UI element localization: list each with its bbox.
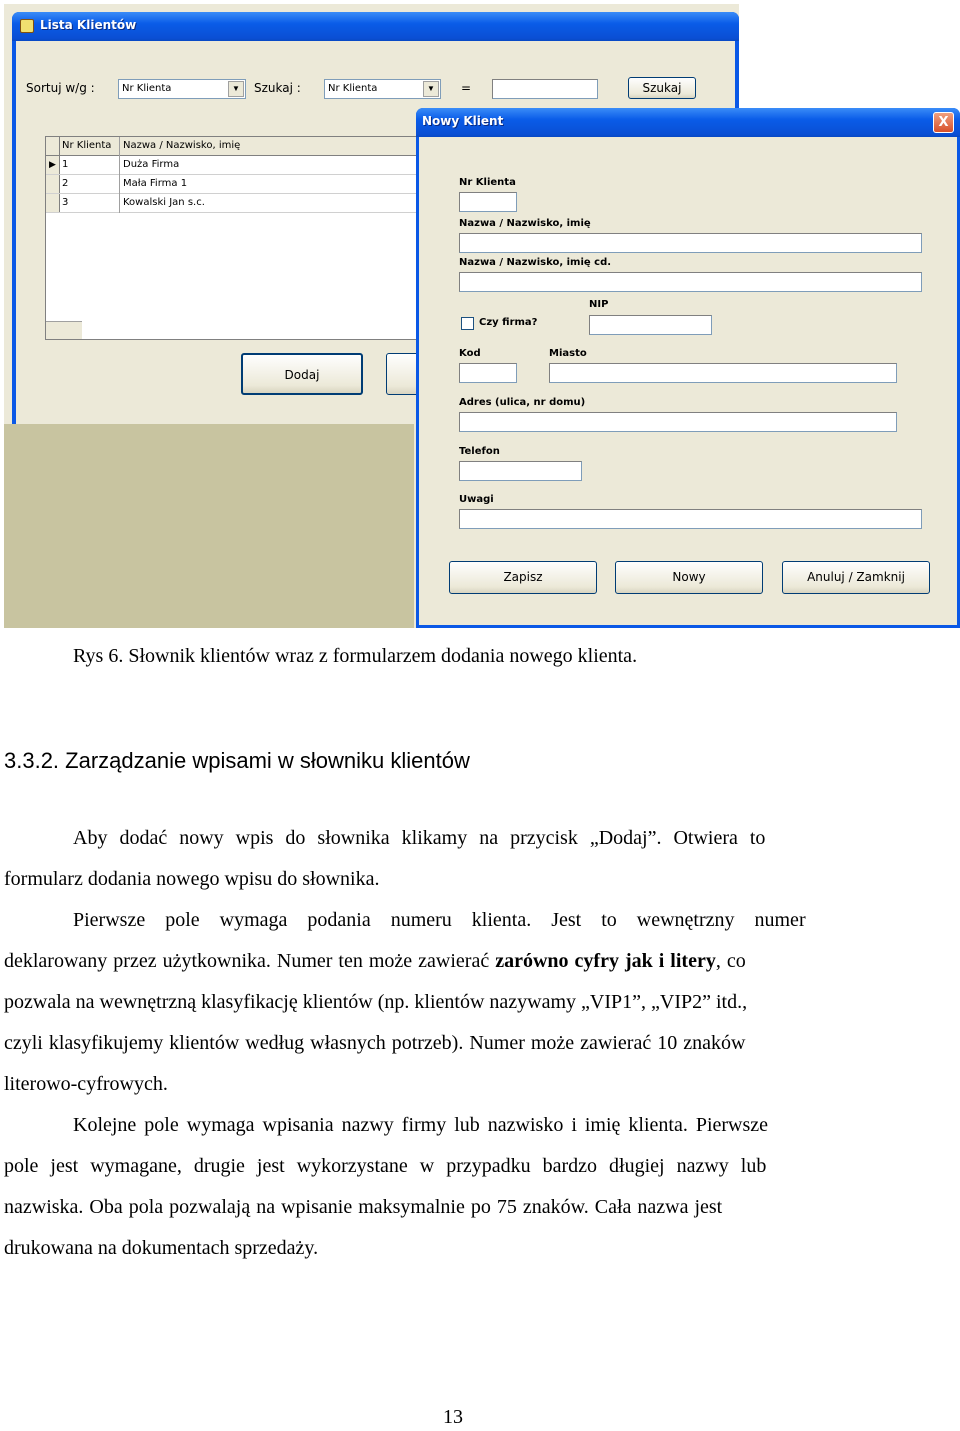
section-heading: 3.3.2. Zarządzanie wpisami w słowniku klientów <box>4 748 470 773</box>
anuluj-zamknij-button[interactable]: Anuluj / Zamknij <box>782 561 930 594</box>
paragraph-line: Kolejne pole wymaga wpisania nazwy firmy lub nazwisko i imię klienta. Pierwsze <box>73 1114 769 1136</box>
paragraph-line: pole jest wymagane, drugie jest wykorzystane w przypadku bardzo długiej nazwy lub <box>4 1155 767 1177</box>
cell-nr: 1 <box>62 159 69 170</box>
paragraph-line: literowo-cyfrowych. <box>4 1073 168 1095</box>
uwagi-input[interactable] <box>459 509 922 529</box>
grid-scrollbar[interactable] <box>46 321 82 339</box>
label-nr-klienta: Nr Klienta <box>459 177 516 188</box>
paragraph-line <box>4 941 904 982</box>
adres-input[interactable] <box>459 412 897 432</box>
nazwa-input[interactable] <box>459 233 922 253</box>
clients-grid <box>45 136 465 340</box>
sort-combobox-value: Nr Klienta <box>122 83 172 94</box>
page-number: 13 <box>443 1406 463 1428</box>
cell-nazwa: Kowalski Jan s.c. <box>123 197 205 208</box>
kod-input[interactable] <box>459 363 517 383</box>
paragraph-line: czyli klasyfikujemy klientów według własnych potrzeb). Numer może zawierać 10 znaków <box>4 1032 746 1054</box>
search-input[interactable] <box>492 79 598 99</box>
paragraph-1 <box>4 818 904 900</box>
screenshot-figure <box>4 4 960 628</box>
search-field-value: Nr Klienta <box>328 83 378 94</box>
label-telefon: Telefon <box>459 446 500 457</box>
table-row[interactable] <box>46 175 464 194</box>
cell-nazwa: Mała Firma 1 <box>123 178 188 189</box>
cell-nr: 3 <box>62 197 69 208</box>
telefon-input[interactable] <box>459 461 582 481</box>
chevron-down-icon[interactable]: ▼ <box>423 81 439 97</box>
paragraph-line: pozwala na wewnętrzną klasyfikację klientów (np. klientów nazywamy „VIP1”, „VIP2” itd., <box>4 991 748 1013</box>
grid-header-row <box>46 137 464 156</box>
search-button[interactable]: Szukaj <box>628 77 696 99</box>
nr-klienta-input[interactable] <box>459 192 517 212</box>
paragraph-line: Aby dodać nowy wpis do słownika klikamy na przycisk „Dodaj”. Otwiera to <box>73 827 766 849</box>
label-adres: Adres (ulica, nr domu) <box>459 397 586 408</box>
paragraph-3 <box>4 1105 904 1269</box>
label-nazwa-cd: Nazwa / Nazwisko, imię cd. <box>459 257 612 268</box>
lista-window-title: Lista Klientów <box>40 18 137 32</box>
bold-text: zarówno cyfry jak i litery <box>495 950 716 972</box>
paragraph-line: Pierwsze pole wymaga podania numeru klienta. Jest to wewnętrzny numer <box>73 909 806 931</box>
label-kod: Kod <box>459 348 481 359</box>
equals-sign: = <box>461 81 472 95</box>
nowy-title-bar[interactable] <box>416 108 960 137</box>
screenshot-desktop-background-lower <box>4 424 414 628</box>
window-app-icon <box>20 19 34 33</box>
search-label: Szukaj : <box>254 81 301 95</box>
nip-input[interactable] <box>589 315 712 335</box>
label-nazwa: Nazwa / Nazwisko, imię <box>459 218 591 229</box>
nowy-window-title: Nowy Klient <box>422 114 504 128</box>
table-row[interactable] <box>46 194 464 213</box>
text-run: , co <box>715 950 746 972</box>
close-icon[interactable]: X <box>933 112 954 133</box>
table-row[interactable] <box>46 156 464 175</box>
zapisz-button[interactable]: Zapisz <box>449 561 597 594</box>
paragraph-2 <box>4 900 904 1105</box>
search-field-combobox[interactable] <box>324 79 441 99</box>
paragraph-line: drukowana na dokumentach sprzedaży. <box>4 1237 319 1259</box>
sort-combobox[interactable] <box>118 79 246 99</box>
column-header-nazwa[interactable]: Nazwa / Nazwisko, imię <box>123 140 241 151</box>
current-row-indicator-icon: ▶ <box>49 159 56 169</box>
figure-caption: Rys 6. Słownik klientów wraz z formularzem dodania nowego klienta. <box>73 645 638 667</box>
label-nip: NIP <box>589 299 609 310</box>
label-miasto: Miasto <box>549 348 587 359</box>
nowy-klient-window <box>416 108 960 628</box>
label-uwagi: Uwagi <box>459 494 494 505</box>
paragraph-line: formularz dodania nowego wpisu do słownika. <box>4 868 380 890</box>
paragraph-line: nazwiska. Oba pola pozwalają na wpisanie maksymalnie po 75 znaków. Cała nazwa jest <box>4 1196 723 1218</box>
column-header-nr[interactable]: Nr Klienta <box>62 140 112 151</box>
cell-nazwa: Duża Firma <box>123 159 180 170</box>
nowy-button[interactable]: Nowy <box>615 561 763 594</box>
sort-label: Sortuj w/g : <box>26 81 95 95</box>
chevron-down-icon[interactable]: ▼ <box>228 81 244 97</box>
text-run: deklarowany przez użytkownika. Numer ten może zawierać <box>4 950 496 972</box>
nowy-window-body <box>419 137 957 625</box>
cell-nr: 2 <box>62 178 69 189</box>
label-czy-firma: Czy firma? <box>479 317 538 328</box>
czy-firma-checkbox[interactable] <box>461 317 474 330</box>
nazwa-cd-input[interactable] <box>459 272 922 292</box>
add-button[interactable]: Dodaj <box>241 353 363 395</box>
miasto-input[interactable] <box>549 363 897 383</box>
lista-title-bar[interactable] <box>12 12 739 41</box>
